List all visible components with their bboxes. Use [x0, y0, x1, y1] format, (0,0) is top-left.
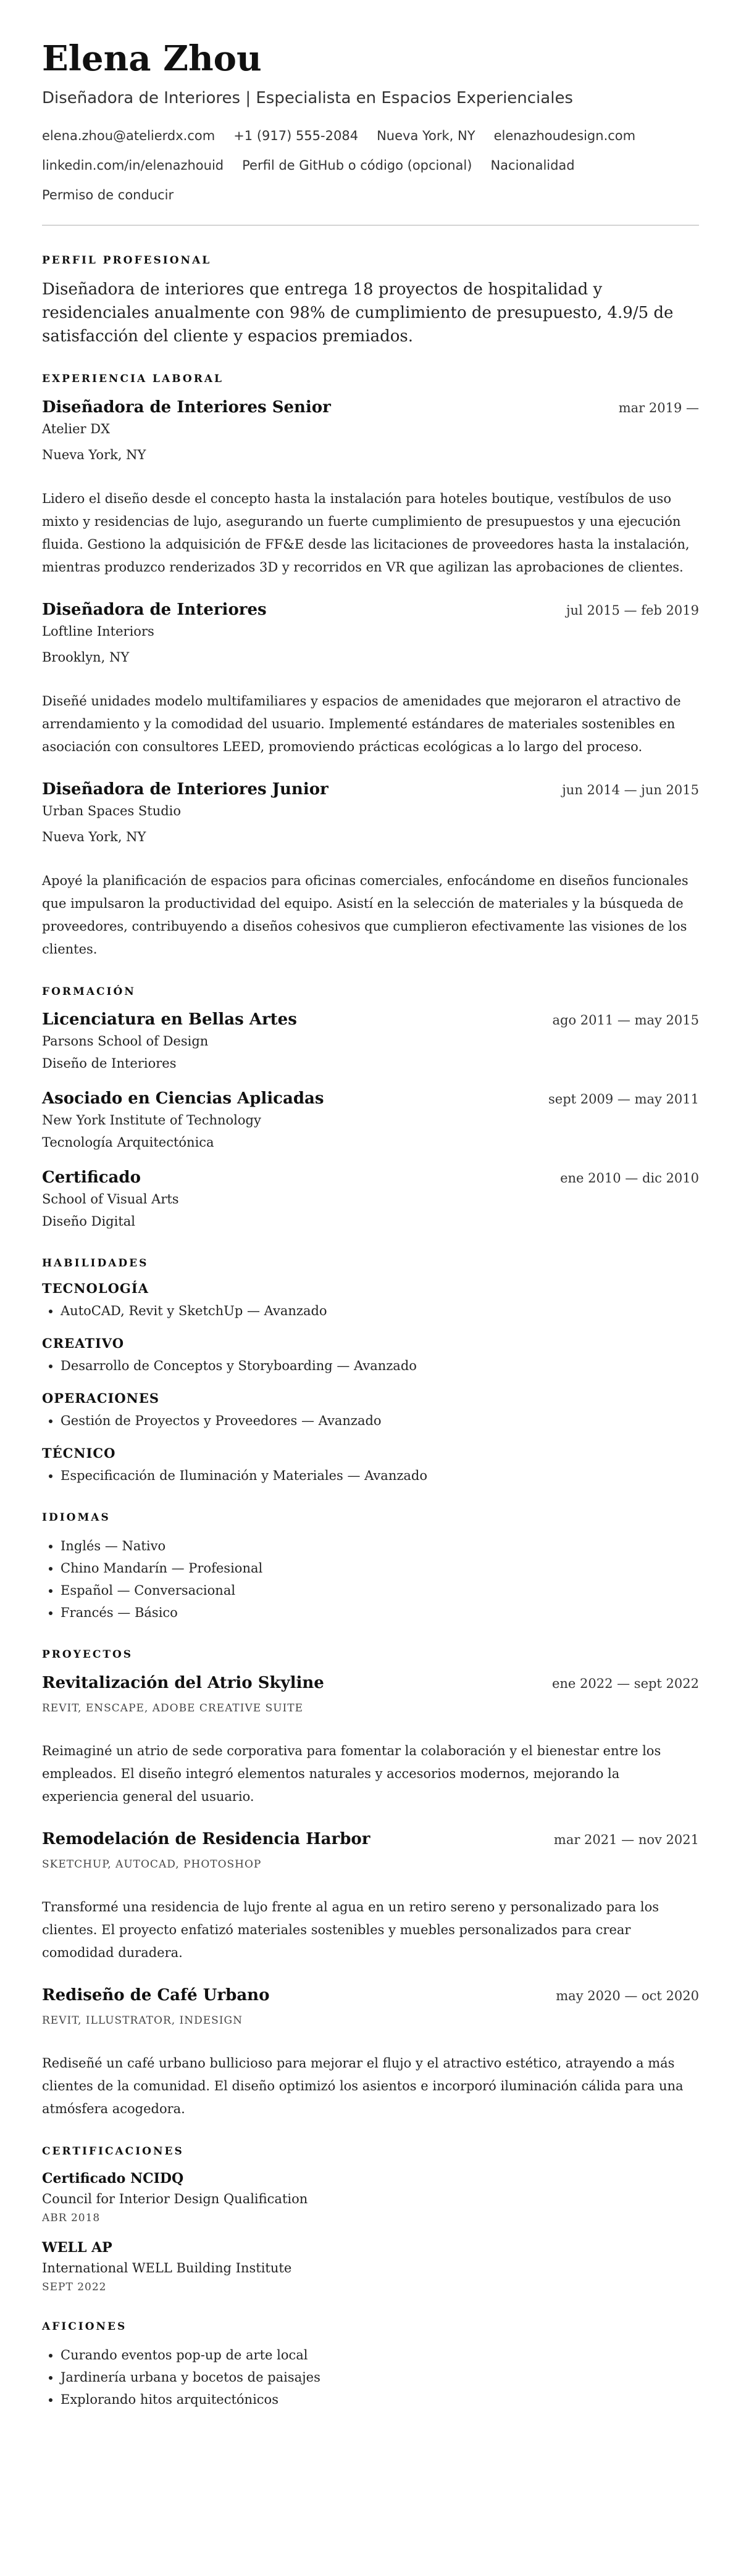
certification-issuer: International WELL Building Institute: [42, 2261, 292, 2275]
experience-section: [42, 373, 699, 961]
job-description: Lidero el diseño desde el concepto hasta la instalación para hoteles boutique, vestíbulos de uso mixto y residencias de lujo, asegurando un fuerte cumplimiento de presupuestos y una ejecución fluida. Gestiono la adquisición de FF&E desde las licitaciones de proveedores hasta la instalación, mientras produzco renderizados 3D y recorridos en VR que agilizan las aprobaciones de clientes.: [42, 491, 690, 575]
project-dates: may 2020 — oct 2020: [556, 1988, 699, 2003]
languages-section: [42, 1511, 699, 1624]
project-entry: [42, 1828, 699, 1964]
education-dates: ene 2010 — dic 2010: [560, 1171, 699, 1186]
section-title: CERTIFICACIONES: [42, 2145, 184, 2158]
drivers-license: Permiso de conducir: [42, 188, 174, 202]
language-list: [42, 1535, 699, 1624]
interest-item: • Explorando hitos arquitectónicos: [61, 2388, 699, 2411]
summary-text: Diseñadora de interiores que entrega 18 proyectos de hospitalidad y residenciales anualmente con 98% de cumplimiento de presupuesto, 4.9/5 de satisfacción del cliente y espacios premiados.: [42, 280, 674, 346]
certification-name: Certificado NCIDQ: [42, 2171, 184, 2187]
certification-name: WELL AP: [42, 2240, 112, 2256]
summary-section: [42, 254, 699, 348]
degree-name: Licenciatura en Bellas Artes: [42, 1010, 297, 1029]
interests-section: [42, 2320, 699, 2411]
skill-item: • Gestión de Proyectos y Proveedores — Avanzado: [61, 1410, 699, 1432]
project-name: Remodelación de Residencia Harbor: [42, 1830, 371, 1848]
skill-list: [42, 1465, 699, 1487]
skill-item: • Especificación de Iluminación y Materiales — Avanzado: [61, 1465, 699, 1487]
job-dates: jun 2014 — jun 2015: [562, 783, 699, 797]
section-title: FORMACIÓN: [42, 986, 136, 998]
education-section: [42, 986, 699, 1232]
contact-row: [42, 151, 699, 180]
job-title: Diseñadora de Interiores Junior: [42, 780, 329, 799]
skill-list: [42, 1300, 699, 1322]
certification-entry: [42, 2238, 699, 2296]
project-dates: mar 2021 — nov 2021: [553, 1832, 699, 1847]
language-item: • Francés — Básico: [61, 1602, 699, 1624]
interest-item: • Jardinería urbana y bocetos de paisajes: [61, 2366, 699, 2388]
candidate-headline: Diseñadora de Interiores | Especialista en Espacios Experienciales: [42, 89, 573, 107]
website-link[interactable]: elenazhoudesign.com: [493, 128, 636, 143]
section-title: EXPERIENCIA LABORAL: [42, 373, 224, 385]
school-name: School of Visual Arts: [42, 1192, 179, 1207]
contact-row: [42, 180, 699, 210]
github-link[interactable]: Perfil de GitHub o código (opcional): [242, 158, 472, 173]
experience-entry: [42, 396, 699, 579]
skills-section: [42, 1257, 699, 1487]
email-link[interactable]: elena.zhou@atelierdx.com: [42, 128, 216, 143]
job-description: Apoyé la planificación de espacios para oficinas comerciales, enfocándome en diseños funcionales que impulsaron la productividad del equipo. Asistí en la selección de materiales y la búsqueda de proveedores, contribuyendo a diseños cohesivos que cumplieron efectivamente las visiones de los clientes.: [42, 873, 689, 957]
header-divider: [42, 225, 699, 226]
phone-number[interactable]: +1 (917) 555-2084: [233, 128, 359, 143]
candidate-name: Elena Zhou: [42, 38, 262, 79]
field-of-study: Diseño de Interiores: [42, 1056, 177, 1071]
degree-name: Certificado: [42, 1168, 141, 1187]
skill-list: [42, 1410, 699, 1432]
experience-entry: [42, 778, 699, 961]
job-location: Brooklyn, NY: [42, 650, 130, 665]
contact-row: [42, 121, 699, 151]
certification-issuer: Council for Interior Design Qualification: [42, 2192, 308, 2206]
job-dates: jul 2015 — feb 2019: [566, 603, 699, 618]
certification-date: SEPT 2022: [42, 2281, 107, 2293]
language-item: • Inglés — Nativo: [61, 1535, 699, 1557]
skill-item: • Desarrollo de Conceptos y Storyboarding — Avanzado: [61, 1355, 699, 1377]
job-description: Diseñé unidades modelo multifamiliares y espacios de amenidades que mejoraron el atractivo de arrendamiento y la comodidad del usuario. Implementé estándares de materiales sostenibles en asociación con consultores LEED, promoviendo prácticas ecológicas a lo largo del proceso.: [42, 694, 681, 754]
skill-item: • AutoCAD, Revit y SketchUp — Avanzado: [61, 1300, 699, 1322]
education-dates: ago 2011 — may 2015: [552, 1013, 699, 1028]
linkedin-link[interactable]: linkedin.com/in/elenazhouid: [42, 158, 224, 173]
nationality: Nacionalidad: [490, 158, 575, 173]
degree-name: Asociado en Ciencias Aplicadas: [42, 1089, 324, 1108]
section-title: PROYECTOS: [42, 1648, 133, 1661]
education-entry: [42, 1167, 699, 1232]
certifications-section: [42, 2145, 699, 2296]
project-description: Reimaginé un atrio de sede corporativa para fomentar la colaboración y el bienestar entre los empleados. El diseño integró elementos naturales y accesorios modernos, mejorando la experiencia general del usuario.: [42, 1743, 661, 1804]
experience-entry: [42, 599, 699, 758]
project-entry: [42, 1672, 699, 1808]
job-title: Diseñadora de Interiores: [42, 600, 267, 619]
location: Nueva York, NY: [377, 128, 475, 143]
project-tools: REVIT, ENSCAPE, ADOBE CREATIVE SUITE: [42, 1702, 304, 1714]
skill-category: CREATIVO: [42, 1336, 124, 1351]
field-of-study: Diseño Digital: [42, 1214, 135, 1229]
job-location: Nueva York, NY: [42, 829, 146, 844]
projects-section: [42, 1648, 699, 2121]
section-title: IDIOMAS: [42, 1511, 111, 1524]
language-item: • Chino Mandarín — Profesional: [61, 1557, 699, 1579]
skill-category: TÉCNICO: [42, 1445, 116, 1461]
education-entry: [42, 1009, 699, 1074]
job-location: Nueva York, NY: [42, 447, 146, 462]
section-title: AFICIONES: [42, 2320, 127, 2333]
project-description: Rediseñé un café urbano bullicioso para mejorar el flujo y el atractivo estético, atrayendo a más clientes de la comunidad. El diseño optimizó los asientos e incorporó iluminación cálida para una atmósfera acogedora.: [42, 2056, 684, 2116]
project-description: Transformé una residencia de lujo frente al agua en un retiro sereno y personalizado para los clientes. El proyecto enfatizó materiales sostenibles y muebles personalizados para crear comodidad duradera.: [42, 1900, 659, 1960]
interest-item: • Curando eventos pop-up de arte local: [61, 2344, 699, 2366]
job-dates: mar 2019 —: [618, 401, 699, 415]
school-name: Parsons School of Design: [42, 1034, 209, 1049]
education-dates: sept 2009 — may 2011: [548, 1092, 699, 1107]
section-title: HABILIDADES: [42, 1257, 149, 1269]
project-tools: SKETCHUP, AUTOCAD, PHOTOSHOP: [42, 1858, 262, 1871]
field-of-study: Tecnología Arquitectónica: [42, 1135, 214, 1150]
school-name: New York Institute of Technology: [42, 1113, 261, 1128]
interest-list: [42, 2344, 699, 2411]
education-entry: [42, 1088, 699, 1153]
section-title: PERFIL PROFESIONAL: [42, 254, 212, 267]
job-title: Diseñadora de Interiores Senior: [42, 398, 331, 417]
company-name: Atelier DX: [42, 422, 111, 436]
project-name: Rediseño de Café Urbano: [42, 1986, 270, 2005]
project-name: Revitalización del Atrio Skyline: [42, 1674, 324, 1692]
project-tools: REVIT, ILLUSTRATOR, INDESIGN: [42, 2014, 243, 2027]
project-entry: [42, 1984, 699, 2121]
skill-list: [42, 1355, 699, 1377]
resume-header: [42, 38, 699, 210]
company-name: Loftline Interiors: [42, 624, 154, 639]
certification-date: ABR 2018: [42, 2212, 101, 2224]
company-name: Urban Spaces Studio: [42, 804, 182, 818]
skill-category: TECNOLOGÍA: [42, 1281, 149, 1296]
project-dates: ene 2022 — sept 2022: [551, 1676, 699, 1691]
certification-entry: [42, 2169, 699, 2227]
language-item: • Español — Conversacional: [61, 1579, 699, 1602]
skill-category: OPERACIONES: [42, 1390, 160, 1406]
